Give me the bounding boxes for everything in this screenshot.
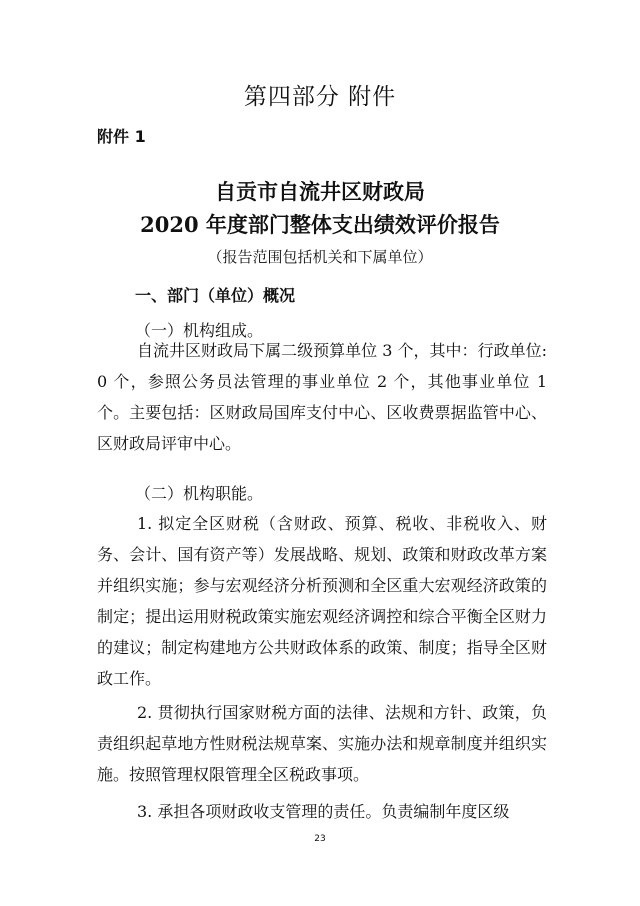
- page-number: 23: [314, 834, 326, 844]
- section-heading-overview: 一、部门（单位）概况: [135, 286, 296, 305]
- report-title-line-2: 2020 年度部门整体支出绩效评价报告: [140, 212, 500, 237]
- subheading-functions: （二）机构职能。: [135, 484, 264, 503]
- function-item-3: 3. 承担各项财政收支管理的责任。负责编制年度区级: [137, 802, 510, 821]
- paragraph-organization: 自流井区财政局下属二级预算单位 3 个，其中：行政单位: 0 个，参照公务员法管理的事业单位 2 个，其他事业单位 1 个。主要包括：区财政局国库支付中心、区收费票据监管中心、区财政局评审中心。: [97, 341, 547, 453]
- part-title: 第四部分 附件: [243, 84, 397, 110]
- attachment-label: 附件 1: [97, 127, 146, 146]
- subheading-organization: （一）机构组成。: [135, 321, 264, 340]
- function-item-2: 2. 贯彻执行国家财税方面的法律、法规和方针、政策，负责组织起草地方性财税法规草案、实施办法和规章制度并组织实施。按照管理权限管理全区税政事项。: [97, 703, 547, 784]
- function-item-1: 1. 拟定全区财税（含财政、预算、税收、非税收入、财务、会计、国有资产等）发展战略、规划、政策和财政改革方案并组织实施；参与宏观经济分析预测和全区重大宏观经济政策的制定；提出运用财税政策实施宏观经济调控和综合平衡全区财力的建议；制定构建地方公共财政体系的政策、制度；指导全区财政工作。: [97, 514, 547, 688]
- report-title-line-1: 自贡市自流井区财政局: [215, 179, 425, 204]
- report-scope: （报告范围包括机关和下属单位）: [207, 248, 433, 266]
